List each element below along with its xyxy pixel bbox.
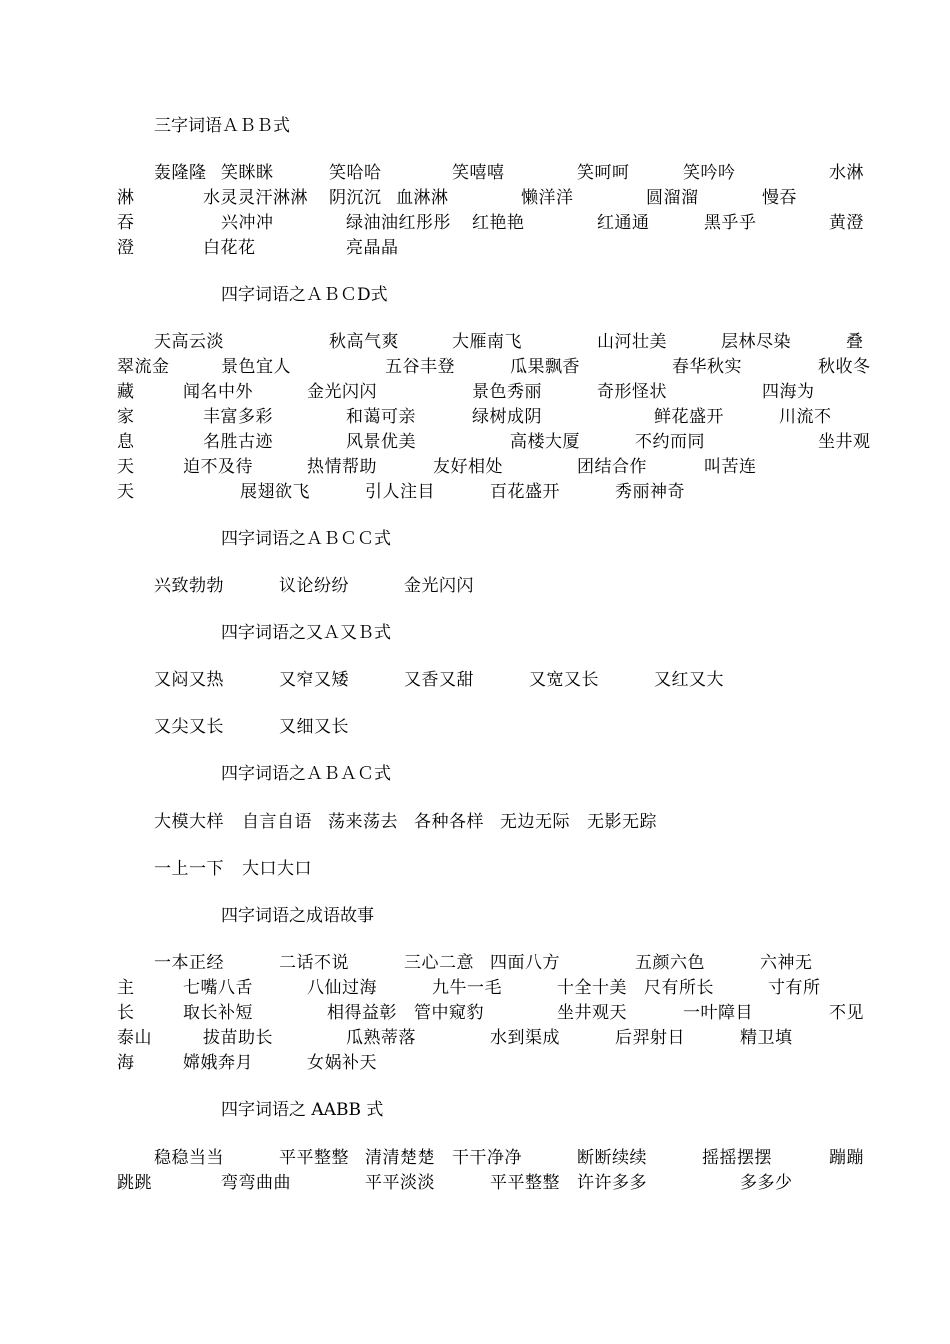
- word-item: 相得益彰: [327, 1003, 397, 1023]
- word-item: 瓜熟蒂落: [346, 1028, 416, 1048]
- word-item: 鲜花盛开: [654, 407, 724, 427]
- word-item: 天: [117, 457, 135, 477]
- word-line: [0, 1026, 950, 1051]
- word-item: 女娲补天: [307, 1053, 377, 1073]
- word-item: 轰隆隆: [154, 163, 207, 183]
- word-item: 五谷丰登: [385, 357, 455, 377]
- word-line: [0, 1146, 950, 1171]
- word-item: 绿树成阴: [472, 407, 542, 427]
- word-item: 天: [117, 482, 135, 502]
- word-item: 稳稳当当: [154, 1148, 224, 1168]
- word-item: 又闷又热: [154, 670, 224, 690]
- word-item: 不约而同: [635, 432, 705, 452]
- word-item: 又窄又矮: [279, 670, 349, 690]
- word-item: 四海为: [762, 382, 815, 402]
- word-item: 荡来荡去: [328, 812, 398, 832]
- word-item: 六神无: [760, 953, 813, 973]
- word-line: [0, 430, 950, 455]
- word-item: 又尖又长: [154, 717, 224, 737]
- word-line: [0, 355, 950, 380]
- word-line: [0, 380, 950, 405]
- word-item: 闻名中外: [183, 382, 253, 402]
- word-item: 坐井观: [818, 432, 871, 452]
- section-heading: 三字词语ＡＢＢ式: [154, 116, 290, 136]
- word-item: 笑眯眯: [221, 163, 274, 183]
- word-item: 又香又甜: [404, 670, 474, 690]
- word-item: 不见: [829, 1003, 864, 1023]
- word-item: 断断续续: [577, 1148, 647, 1168]
- word-item: 叫苦连: [704, 457, 757, 477]
- word-item: 丰富多彩: [203, 407, 273, 427]
- word-item: 各种各样: [414, 812, 484, 832]
- word-item: 寸有所: [768, 978, 821, 998]
- word-item: 三心二意: [404, 953, 474, 973]
- word-item: 无影无踪: [587, 812, 657, 832]
- word-item: 山河壮美: [597, 332, 667, 352]
- word-item: 淋: [117, 188, 135, 208]
- word-item: 秋收冬: [818, 357, 871, 377]
- word-item: 友好相处: [433, 457, 503, 477]
- word-item: 清清楚楚: [365, 1148, 435, 1168]
- word-item: 海: [117, 1053, 135, 1073]
- word-item: 景色宜人: [221, 357, 291, 377]
- word-item: 跳跳: [117, 1173, 152, 1193]
- word-line: [0, 857, 950, 882]
- word-item: 笑呵呵: [577, 163, 630, 183]
- word-line: [0, 715, 950, 740]
- word-item: 大模大样: [154, 812, 224, 832]
- word-item: 坐井观天: [557, 1003, 627, 1023]
- word-item: 展翅欲飞: [240, 482, 310, 502]
- word-line: [0, 236, 950, 261]
- word-line: [0, 810, 950, 835]
- word-item: 取长补短: [183, 1003, 253, 1023]
- word-item: 二话不说: [279, 953, 349, 973]
- word-item: 家: [117, 407, 135, 427]
- word-line: [0, 211, 950, 236]
- word-item: 长: [117, 1003, 135, 1023]
- word-line: [0, 455, 950, 480]
- word-line: [0, 1171, 950, 1196]
- word-item: 引人注目: [365, 482, 435, 502]
- word-item: 无边无际: [500, 812, 570, 832]
- word-line: [0, 976, 950, 1001]
- word-item: 兴冲冲: [221, 213, 274, 233]
- word-item: 干干净净: [452, 1148, 522, 1168]
- word-item: 大口大口: [242, 859, 312, 879]
- word-item: 笑嘻嘻: [452, 163, 505, 183]
- word-item: 翠流金: [117, 357, 170, 377]
- word-item: 平平整整: [490, 1173, 560, 1193]
- word-item: 兴致勃勃: [154, 576, 224, 596]
- word-item: 嫦娥奔月: [183, 1053, 253, 1073]
- word-line: [0, 1051, 950, 1076]
- word-item: 黄澄: [829, 213, 864, 233]
- word-line: [0, 186, 950, 211]
- word-line: [0, 405, 950, 430]
- word-item: 团结合作: [577, 457, 647, 477]
- word-item: 笑吟吟: [683, 163, 736, 183]
- word-item: 尺有所长: [644, 978, 714, 998]
- word-line: [0, 574, 950, 599]
- word-item: 拔苗助长: [203, 1028, 273, 1048]
- word-line: [0, 330, 950, 355]
- word-item: 又红又大: [654, 670, 724, 690]
- word-item: 一本正经: [154, 953, 224, 973]
- word-item: 平平整整: [279, 1148, 349, 1168]
- word-item: 一叶障目: [683, 1003, 753, 1023]
- word-item: 泰山: [117, 1028, 152, 1048]
- word-item: 大雁南飞: [452, 332, 522, 352]
- word-item: 百花盛开: [490, 482, 560, 502]
- word-item: 叠: [846, 332, 864, 352]
- word-item: 白花花: [203, 238, 256, 258]
- word-item: 九牛一毛: [432, 978, 502, 998]
- word-item: 风景优美: [346, 432, 416, 452]
- word-item: 水到渠成: [490, 1028, 560, 1048]
- word-item: 弯弯曲曲: [221, 1173, 291, 1193]
- word-item: 圆溜溜: [646, 188, 699, 208]
- word-item: 瓜果飘香: [510, 357, 580, 377]
- word-item: 十全十美: [557, 978, 627, 998]
- section-heading: 四字词语之成语故事: [221, 906, 374, 926]
- word-item: 多多少: [740, 1173, 793, 1193]
- word-item: 景色秀丽: [472, 382, 542, 402]
- word-line: [0, 951, 950, 976]
- section-heading: 四字词语之 AABB 式: [221, 1100, 384, 1120]
- word-item: 又宽又长: [529, 670, 599, 690]
- word-item: 亮晶晶: [346, 238, 399, 258]
- word-item: 吞: [117, 213, 135, 233]
- word-item: 平平淡淡: [365, 1173, 435, 1193]
- word-item: 金光闪闪: [307, 382, 377, 402]
- word-item: 慢吞: [762, 188, 797, 208]
- word-item: 春华秋实: [672, 357, 742, 377]
- word-item: 自言自语: [242, 812, 312, 832]
- section-heading: 四字词语之ＡＢＣＣ式: [221, 529, 391, 549]
- word-item: 七嘴八舌: [183, 978, 253, 998]
- word-item: 四面八方: [490, 953, 560, 973]
- word-item: 秋高气爽: [329, 332, 399, 352]
- word-item: 又细又长: [279, 717, 349, 737]
- word-line: [0, 161, 950, 186]
- word-item: 澄: [117, 238, 135, 258]
- word-item: 迫不及待: [183, 457, 253, 477]
- word-item: 热情帮助: [307, 457, 377, 477]
- word-item: 黑乎乎: [704, 213, 757, 233]
- word-item: 高楼大厦: [510, 432, 580, 452]
- word-item: 息: [117, 432, 135, 452]
- word-item: 红艳艳: [472, 213, 525, 233]
- word-item: 秀丽神奇: [615, 482, 685, 502]
- word-line: [0, 1001, 950, 1026]
- word-item: 川流不: [779, 407, 832, 427]
- word-item: 后羿射日: [615, 1028, 685, 1048]
- word-line: [0, 480, 950, 505]
- section-heading: 四字词语之又Ａ又Ｂ式: [221, 623, 391, 643]
- word-item: 金光闪闪: [404, 576, 474, 596]
- word-item: 摇摇摆摆: [702, 1148, 772, 1168]
- word-line: [0, 668, 950, 693]
- word-item: 管中窥豹: [414, 1003, 484, 1023]
- word-item: 天高云淡: [154, 332, 224, 352]
- word-item: 水灵灵汗淋淋: [203, 188, 308, 208]
- word-item: 懒洋洋: [521, 188, 574, 208]
- word-item: 层林尽染: [721, 332, 791, 352]
- word-item: 八仙过海: [307, 978, 377, 998]
- word-item: 五颜六色: [635, 953, 705, 973]
- word-item: 阴沉沉: [329, 188, 382, 208]
- word-item: 血淋淋: [396, 188, 449, 208]
- word-item: 藏: [117, 382, 135, 402]
- word-item: 名胜古迹: [203, 432, 273, 452]
- word-item: 水淋: [829, 163, 864, 183]
- word-item: 主: [117, 978, 135, 998]
- word-item: 和蔼可亲: [346, 407, 416, 427]
- word-item: 一上一下: [154, 859, 224, 879]
- word-item: 奇形怪状: [597, 382, 667, 402]
- section-heading: 四字词语之ＡＢＡＣ式: [221, 764, 391, 784]
- section-heading: 四字词语之ＡＢＣD式: [221, 285, 388, 305]
- word-item: 精卫填: [740, 1028, 793, 1048]
- word-item: 笑哈哈: [329, 163, 382, 183]
- word-item: 绿油油红彤彤: [346, 213, 451, 233]
- word-item: 蹦蹦: [829, 1148, 864, 1168]
- word-item: 红通通: [597, 213, 650, 233]
- word-item: 议论纷纷: [279, 576, 349, 596]
- word-item: 许许多多: [577, 1173, 647, 1193]
